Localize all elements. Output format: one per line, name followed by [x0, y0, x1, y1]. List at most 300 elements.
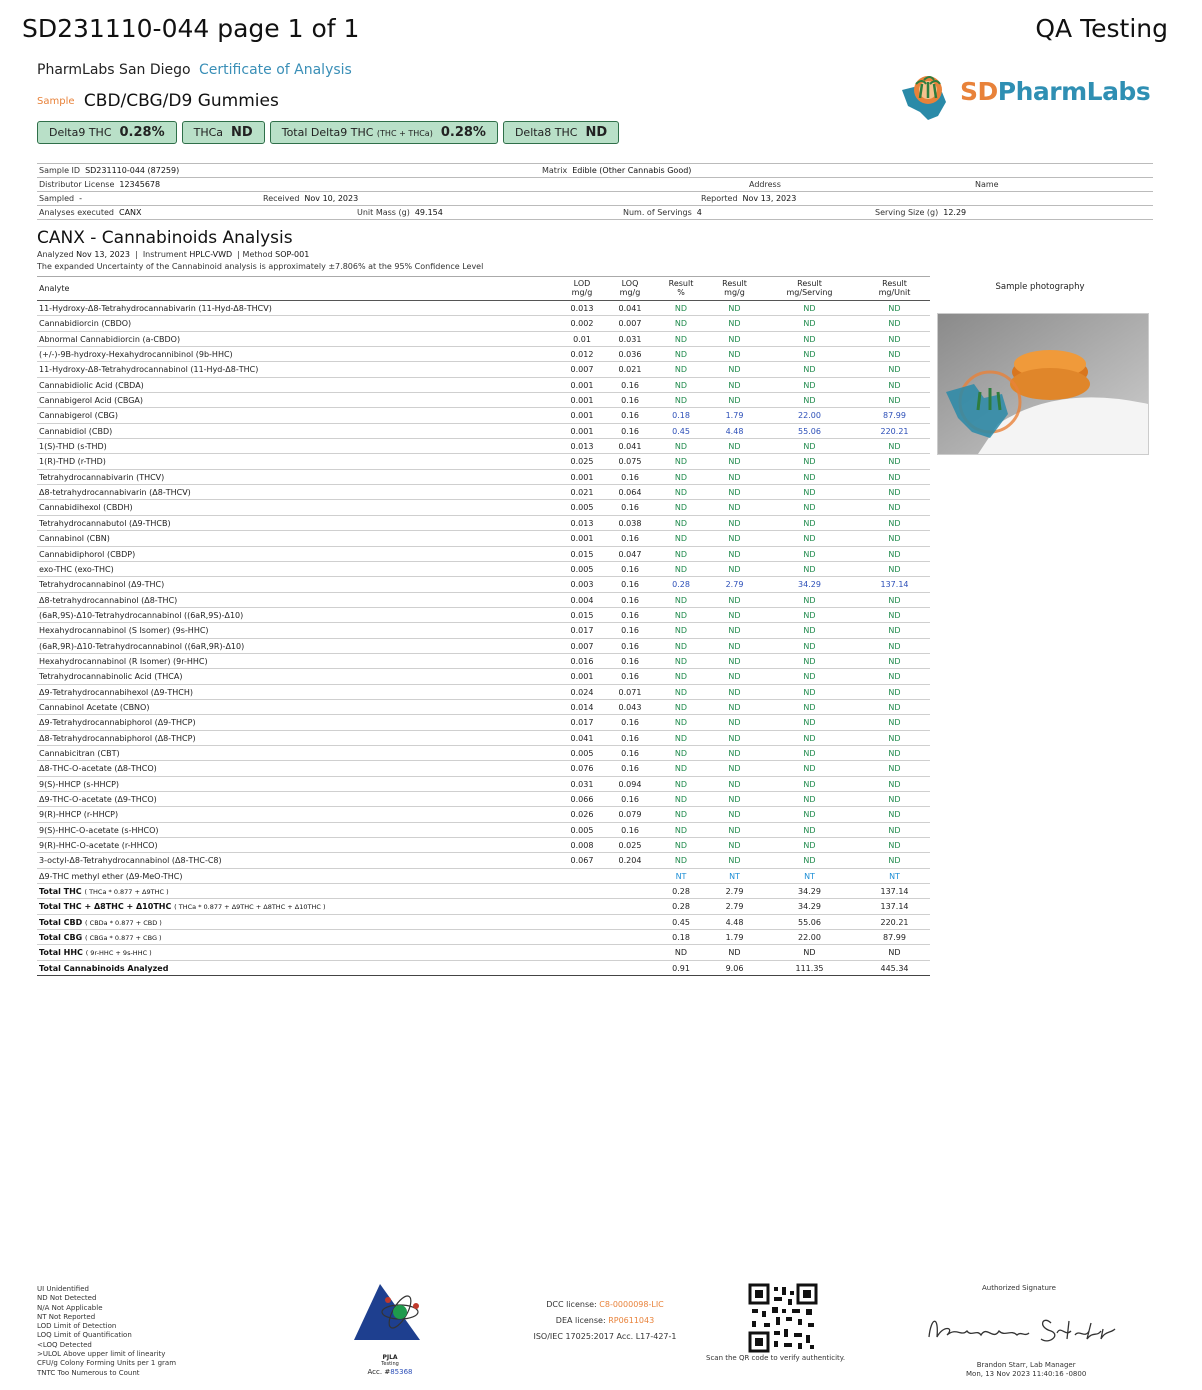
cell-result-mgg: ND — [728, 810, 741, 820]
cell-result-mgg: ND — [728, 595, 741, 605]
cell-analyte: 11-Hydroxy-Δ8-Tetrahydrocannabivarin (11-Hyd-Δ8-THCV) — [39, 304, 272, 313]
table-row — [37, 547, 930, 562]
cell-result-serving: ND — [803, 718, 816, 728]
cell-result-pct: ND — [674, 595, 688, 605]
total-value: 445.34 — [880, 963, 909, 973]
legend-item: UI Unidentified — [37, 1285, 89, 1293]
total-row — [37, 899, 930, 914]
cell-analyte: Cannabigerol (CBG) — [39, 411, 118, 421]
cell-result-serving: ND — [803, 795, 816, 804]
cell-result-serving: ND — [803, 442, 816, 452]
cell-result-unit: ND — [888, 764, 901, 774]
cell-loq: 0.047 — [618, 549, 642, 559]
cell-analyte: Tetrahydrocannabinol (Δ9-THC) — [39, 580, 165, 590]
cell-result-mgg: 2.79 — [725, 580, 744, 590]
total-value: 0.28 — [672, 902, 690, 912]
total-row — [37, 961, 930, 976]
cell-result-pct: ND — [674, 702, 688, 712]
cell-result-unit: ND — [888, 396, 901, 406]
cell-loq: 0.071 — [618, 687, 642, 697]
logo-emblem-icon — [898, 62, 960, 124]
cell-result-pct: 0.18 — [672, 411, 690, 421]
cell-result-unit: ND — [888, 534, 901, 544]
cell-result-mgg: ND — [728, 825, 741, 835]
cell-lod: 0.021 — [570, 488, 594, 498]
dea-license: DEA license: RP0611043 — [555, 1316, 655, 1325]
total-label: Total THC ( THCa * 0.877 + Δ9THC ) — [39, 887, 169, 897]
cell-loq: 0.036 — [618, 350, 642, 360]
handwritten-signature — [925, 1307, 1125, 1352]
cell-lod: 0.016 — [570, 656, 594, 666]
cell-result-serving: ND — [803, 396, 816, 406]
cell-result-serving: ND — [803, 350, 816, 360]
cell-analyte: Hexahydrocannabinol (R Isomer) (9r-HHC) — [39, 656, 208, 666]
logo-wordmark: SDPharmLabs — [960, 77, 1151, 106]
cell-loq: 0.021 — [618, 365, 642, 375]
cell-lod: 0.001 — [570, 672, 594, 682]
cell-result-serving: ND — [803, 488, 816, 498]
cell-result-pct: ND — [674, 365, 688, 375]
cell-result-serving: ND — [803, 656, 816, 666]
cell-result-serving: ND — [803, 856, 816, 866]
pjla-sub: Testing — [381, 1361, 399, 1367]
cell-result-pct: ND — [674, 518, 688, 528]
total-value: 137.14 — [880, 902, 909, 912]
cell-analyte: Cannabidihexol (CBDH) — [39, 503, 133, 513]
total-value: 9.06 — [725, 963, 744, 973]
cell-loq: 0.043 — [618, 702, 642, 712]
cell-result-unit: ND — [888, 334, 901, 344]
cell-analyte: Δ9-Tetrahydrocannabihexol (Δ9-THCH) — [39, 687, 193, 697]
cell-result-pct: ND — [674, 733, 688, 743]
cell-result-mgg: ND — [728, 841, 741, 851]
cell-analyte: Δ9-THC-O-acetate (Δ9-THCO) — [39, 795, 157, 804]
cell-lod: 0.026 — [570, 810, 594, 820]
cell-lod: 0.007 — [570, 641, 594, 651]
cell-lod: 0.017 — [570, 718, 594, 728]
cell-loq: 0.16 — [621, 626, 639, 636]
total-label: Total CBD ( CBDa * 0.877 + CBD ) — [39, 917, 162, 927]
analysis-meta: Analyzed Nov 13, 2023 | Instrument HPLC-VWD | Method SOP-001 — [37, 250, 310, 259]
cell-result-mgg: NT — [729, 871, 740, 881]
cell-analyte: 9(R)-HHC-O-acetate (r-HHCO) — [39, 841, 158, 851]
cell-result-pct: 0.45 — [672, 426, 690, 436]
cell-loq: 0.16 — [621, 534, 639, 544]
legend-item: N/A Not Applicable — [37, 1303, 103, 1312]
cell-result-pct: ND — [674, 856, 688, 866]
cell-lod: 0.066 — [570, 795, 594, 804]
cell-result-unit: ND — [888, 687, 901, 697]
cell-result-pct: ND — [674, 503, 688, 513]
cell-loq: 0.038 — [618, 518, 642, 528]
legend-item: <LOQ Detected — [37, 1340, 92, 1349]
cell-result-unit: ND — [888, 488, 901, 498]
cell-loq: 0.079 — [618, 810, 642, 820]
cell-analyte: Cannabinol (CBN) — [39, 534, 110, 544]
cell-result-pct: ND — [674, 610, 688, 620]
cell-result-serving: ND — [803, 457, 816, 467]
legend-item: >ULOL Above upper limit of linearity — [37, 1350, 166, 1359]
summary-badges — [37, 121, 619, 144]
doc-type: Certificate of Analysis — [199, 62, 352, 78]
cell-lod: 0.013 — [570, 304, 594, 313]
cell-result-mgg: ND — [728, 764, 741, 774]
cell-result-pct: ND — [674, 779, 688, 789]
sample-photo — [937, 313, 1149, 455]
cell-loq: 0.094 — [618, 779, 642, 789]
cell-lod: 0.017 — [570, 626, 594, 636]
table-row — [37, 792, 930, 807]
total-value: ND — [803, 948, 816, 958]
cell-lod: 0.001 — [570, 411, 594, 421]
table-row — [37, 853, 930, 868]
total-value: 4.48 — [725, 917, 744, 927]
cell-lod: 0.076 — [570, 764, 594, 774]
lab-line — [37, 62, 352, 78]
cell-loq: 0.16 — [621, 718, 639, 728]
table-row — [37, 454, 930, 469]
total-value: 22.00 — [798, 933, 821, 943]
table-row — [37, 731, 930, 746]
cell-analyte: 3-octyl-Δ8-Tetrahydrocannabinol (Δ8-THC-C8) — [39, 856, 222, 866]
cell-analyte: 9(S)-HHCP (s-HHCP) — [39, 779, 120, 789]
cell-result-pct: ND — [674, 304, 688, 313]
cell-result-pct: ND — [674, 549, 688, 559]
cell-result-unit: ND — [888, 856, 901, 866]
cell-result-unit: ND — [888, 779, 901, 789]
cell-loq: 0.16 — [621, 411, 639, 421]
cell-result-mgg: ND — [728, 549, 741, 559]
table-row — [37, 623, 930, 638]
cell-result-unit: ND — [888, 641, 901, 651]
cell-result-pct: ND — [674, 626, 688, 636]
cell-analyte: Cannabinol Acetate (CBNO) — [39, 702, 150, 712]
cell-result-unit: ND — [888, 380, 901, 390]
total-row — [37, 945, 930, 960]
cell-lod: 0.007 — [570, 365, 594, 375]
cell-loq: 0.16 — [621, 564, 639, 574]
table-row — [37, 516, 930, 531]
cell-analyte: (6aR,9S)-Δ10-Tetrahydrocannabinol ((6aR,9S)-Δ10) — [39, 610, 244, 620]
cell-result-serving: ND — [803, 319, 816, 329]
cell-result-mgg: ND — [728, 687, 741, 697]
cell-result-unit: ND — [888, 626, 901, 636]
cell-result-serving: ND — [803, 672, 816, 682]
cell-result-serving: ND — [803, 748, 816, 758]
cell-lod: 0.025 — [570, 457, 594, 467]
total-label: Total CBG ( CBGa * 0.877 + CBG ) — [39, 933, 162, 943]
cell-result-unit: ND — [888, 718, 901, 728]
table-row — [37, 715, 930, 730]
cell-result-pct: ND — [674, 442, 688, 452]
table-row — [37, 485, 930, 500]
cell-result-mgg: ND — [728, 334, 741, 344]
sample-tag: Sample — [37, 95, 75, 107]
total-label: Total HHC ( 9r-HHC + 9s-HHC ) — [39, 948, 152, 958]
pjla-name: PJLA — [382, 1354, 398, 1361]
cell-result-mgg: ND — [728, 733, 741, 743]
table-row — [37, 807, 930, 822]
cell-result-serving: ND — [803, 702, 816, 712]
cell-result-mgg: ND — [728, 319, 741, 329]
lab-name: PharmLabs San Diego — [37, 62, 191, 78]
cell-result-serving: ND — [803, 626, 816, 636]
cell-result-serving: ND — [803, 365, 816, 375]
cell-lod: 0.008 — [570, 841, 594, 851]
cell-result-pct: ND — [674, 825, 688, 835]
cell-analyte: 1(R)-THD (r-THD) — [39, 457, 106, 467]
cell-loq: 0.16 — [621, 748, 639, 758]
cell-result-mgg: ND — [728, 365, 741, 375]
cell-result-mgg: ND — [728, 518, 741, 528]
cell-result-serving: ND — [803, 503, 816, 513]
cell-result-pct: ND — [674, 795, 688, 804]
cell-loq: 0.16 — [621, 396, 639, 406]
cell-result-serving: 22.00 — [798, 411, 821, 421]
table-row — [37, 577, 930, 592]
table-row — [37, 608, 930, 623]
cell-lod: 0.01 — [573, 334, 591, 344]
cell-analyte: Δ8-tetrahydrocannabivarin (Δ8-THCV) — [39, 488, 191, 498]
report-id-page: SD231110-044 page 1 of 1 — [22, 14, 360, 43]
cell-result-pct: ND — [674, 319, 688, 329]
cell-result-pct: ND — [674, 810, 688, 820]
cell-result-serving: ND — [803, 810, 816, 820]
verification-qr-code[interactable] — [748, 1283, 818, 1353]
cell-result-pct: ND — [674, 534, 688, 544]
cell-result-unit: 87.99 — [883, 411, 906, 421]
cell-result-serving: NT — [804, 871, 815, 881]
info-row: Sample ID SD231110-044 (87259) Matrix Edible (Other Cannabis Good) — [37, 163, 1153, 178]
cell-result-serving: ND — [803, 534, 816, 544]
cell-lod: 0.014 — [570, 702, 594, 712]
cell-result-serving: ND — [803, 841, 816, 851]
cell-result-unit: ND — [888, 365, 901, 375]
cell-analyte: Δ9-THC methyl ether (Δ9-MeO-THC) — [39, 871, 183, 881]
cell-lod: 0.015 — [570, 549, 594, 559]
cell-result-unit: ND — [888, 748, 901, 758]
cell-analyte: Δ8-tetrahydrocannabinol (Δ8-THC) — [39, 595, 178, 605]
sdpharmlabs-logo — [898, 62, 1158, 124]
info-row: Sampled - Received Nov 10, 2023 Reported Nov 13, 2023 — [37, 192, 1153, 206]
signature-date: Mon, 13 Nov 2023 11:40:16 -0800 — [966, 1370, 1087, 1378]
total-value: 2.79 — [725, 902, 744, 912]
cell-loq: 0.16 — [621, 580, 639, 590]
qr-caption: Scan the QR code to verify authenticity. — [706, 1354, 846, 1362]
cell-result-serving: ND — [803, 549, 816, 559]
cell-result-mgg: ND — [728, 472, 741, 482]
total-value: 0.28 — [672, 887, 690, 897]
cell-result-mgg: ND — [728, 641, 741, 651]
cell-loq: 0.025 — [618, 841, 642, 851]
cell-loq: 0.16 — [621, 764, 639, 774]
total-value: 0.18 — [672, 933, 690, 943]
cell-result-mgg: ND — [728, 442, 741, 452]
cell-analyte: (6aR,9R)-Δ10-Tetrahydrocannabinol ((6aR,9R)-Δ10) — [39, 641, 245, 651]
cell-lod: 0.004 — [570, 595, 594, 605]
info-row: Analyses executed CANX Unit Mass (g) 49.154 Num. of Servings 4 Serving Size (g) 12.29 — [37, 206, 1153, 220]
cell-result-serving: ND — [803, 334, 816, 344]
table-row — [37, 685, 930, 700]
table-row — [37, 777, 930, 792]
total-value: 137.14 — [880, 887, 909, 897]
cell-loq: 0.16 — [621, 795, 639, 804]
cell-result-serving: ND — [803, 779, 816, 789]
total-value: ND — [674, 948, 688, 958]
legend-item: CFU/g Colony Forming Units per 1 gram — [37, 1359, 177, 1368]
cell-result-pct: ND — [674, 687, 688, 697]
cell-loq: 0.204 — [618, 856, 642, 866]
badge-delta8: Delta8 THC ND — [503, 121, 619, 144]
cell-result-mgg: ND — [728, 350, 741, 360]
table-row — [37, 531, 930, 546]
cell-lod: 0.005 — [570, 503, 594, 513]
cell-result-mgg: ND — [728, 564, 741, 574]
cell-result-pct: ND — [674, 350, 688, 360]
cell-result-unit: ND — [888, 518, 901, 528]
cell-result-unit: NT — [889, 871, 900, 881]
total-value: 0.45 — [672, 917, 690, 927]
dcc-license: DCC license: C8-0000098-LIC — [546, 1300, 664, 1309]
cell-result-pct: ND — [674, 718, 688, 728]
cell-result-pct: ND — [674, 380, 688, 390]
cell-result-unit: ND — [888, 841, 901, 851]
cell-loq: 0.16 — [621, 595, 639, 605]
badge-delta9: Delta9 THC 0.28% — [37, 121, 177, 144]
cell-result-serving: ND — [803, 610, 816, 620]
abbreviation-legend — [37, 1285, 176, 1378]
cell-analyte: Cannabidiphorol (CBDP) — [39, 549, 136, 559]
table-row — [37, 669, 930, 684]
cell-analyte: Δ8-Tetrahydrocannabiphorol (Δ8-THCP) — [39, 733, 196, 743]
cell-result-unit: ND — [888, 795, 901, 804]
cell-loq: 0.041 — [618, 442, 642, 452]
cell-result-unit: ND — [888, 350, 901, 360]
total-value: 87.99 — [883, 933, 906, 943]
cell-lod: 0.003 — [570, 580, 594, 590]
legend-item: NT Not Reported — [37, 1312, 96, 1321]
cell-analyte: Cannabigerol Acid (CBGA) — [39, 396, 144, 406]
cell-result-mgg: ND — [728, 610, 741, 620]
cell-result-serving: ND — [803, 472, 816, 482]
cell-result-mgg: 1.79 — [725, 411, 744, 421]
cell-result-serving: 55.06 — [798, 426, 821, 436]
table-row — [37, 470, 930, 485]
legend-item: LOD Limit of Detection — [37, 1322, 117, 1331]
cell-loq: 0.16 — [621, 733, 639, 743]
cell-result-unit: ND — [888, 549, 901, 559]
table-row — [37, 424, 930, 439]
cell-lod: 0.001 — [570, 380, 594, 390]
sample-line — [37, 91, 279, 111]
cell-result-mgg: ND — [728, 534, 741, 544]
cell-result-pct: ND — [674, 748, 688, 758]
cell-result-pct: ND — [674, 334, 688, 344]
table-row — [37, 562, 930, 577]
total-row — [37, 915, 930, 930]
uncertainty-note: The expanded Uncertainty of the Cannabinoid analysis is approximately ±7.806% at the 95% Confidence Level — [37, 262, 484, 271]
table-row — [37, 439, 930, 454]
cell-lod: 0.002 — [570, 319, 594, 329]
cell-loq: 0.16 — [621, 472, 639, 482]
licenses — [510, 1297, 700, 1345]
cell-result-unit: ND — [888, 672, 901, 682]
cell-analyte: exo-THC (exo-THC) — [39, 564, 114, 574]
cell-result-serving: ND — [803, 687, 816, 697]
table-row — [37, 593, 930, 608]
table-row — [37, 347, 930, 362]
table-row — [37, 500, 930, 515]
badge-total-delta9: Total Delta9 THC (THC + THCa) 0.28% — [270, 121, 498, 144]
signer — [966, 1361, 1086, 1379]
cell-loq: 0.16 — [621, 672, 639, 682]
cell-lod: 0.001 — [570, 472, 594, 482]
total-value: 111.35 — [795, 963, 824, 973]
cell-loq: 0.075 — [618, 457, 642, 467]
cell-result-mgg: ND — [728, 795, 741, 804]
cell-result-mgg: ND — [728, 702, 741, 712]
table-row — [37, 761, 930, 776]
cell-result-unit: ND — [888, 610, 901, 620]
cell-result-serving: ND — [803, 733, 816, 743]
cell-lod: 0.041 — [570, 733, 594, 743]
cell-result-serving: ND — [803, 564, 816, 574]
cell-result-pct: ND — [674, 564, 688, 574]
cell-loq: 0.16 — [621, 610, 639, 620]
cell-analyte: Tetrahydrocannabivarin (THCV) — [39, 472, 165, 482]
total-row — [37, 884, 930, 899]
table-row — [37, 301, 930, 316]
cell-result-serving: ND — [803, 825, 816, 835]
cell-loq: 0.16 — [621, 641, 639, 651]
cell-analyte: Cannabidiorcin (CBDO) — [39, 319, 132, 329]
cell-result-pct: 0.28 — [672, 580, 690, 590]
cell-lod: 0.005 — [570, 748, 594, 758]
cell-result-mgg: ND — [728, 304, 741, 313]
table-row — [37, 838, 930, 853]
total-label: Total Cannabinoids Analyzed — [39, 963, 169, 973]
cell-loq: 0.041 — [618, 304, 642, 313]
cell-lod: 0.013 — [570, 518, 594, 528]
cell-result-mgg: ND — [728, 503, 741, 513]
cell-result-mgg: ND — [728, 656, 741, 666]
table-row — [37, 823, 930, 838]
cell-result-mgg: ND — [728, 672, 741, 682]
total-value: 0.91 — [672, 963, 690, 973]
cell-result-pct: ND — [674, 764, 688, 774]
total-value: 220.21 — [880, 917, 909, 927]
cell-result-unit: 137.14 — [880, 580, 909, 590]
cell-result-unit: ND — [888, 472, 901, 482]
badge-thca: THCa ND — [182, 121, 265, 144]
sample-name: CBD/CBG/D9 Gummies — [83, 91, 279, 111]
cell-lod: 0.005 — [570, 564, 594, 574]
cell-analyte: Cannabidiolic Acid (CBDA) — [39, 380, 144, 390]
cell-result-serving: ND — [803, 518, 816, 528]
cell-lod: 0.015 — [570, 610, 594, 620]
table-row — [37, 316, 930, 331]
legend-item: TNTC Too Numerous to Count — [37, 1368, 140, 1377]
pjla-acc: Acc. #85368 — [367, 1368, 413, 1376]
legend-item: ND Not Detected — [37, 1294, 97, 1303]
cell-result-serving: ND — [803, 641, 816, 651]
cell-lod: 0.024 — [570, 687, 594, 697]
cell-analyte: 9(S)-HHC-O-acetate (s-HHCO) — [39, 825, 159, 835]
cannabinoid-table — [37, 276, 930, 976]
cell-analyte: Tetrahydrocannabutol (Δ9-THCB) — [39, 518, 171, 528]
table-row — [37, 639, 930, 654]
legend-item: LOQ Limit of Quantification — [37, 1331, 132, 1340]
